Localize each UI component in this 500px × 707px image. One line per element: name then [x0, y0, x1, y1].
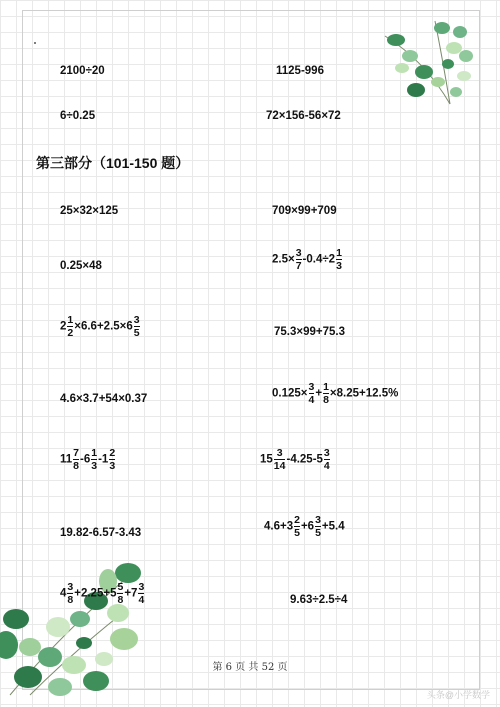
speck [34, 42, 36, 44]
problem-18: 9.63÷2.5÷4 [290, 594, 348, 606]
page-number: 第 6 页 共 52 页 [212, 662, 288, 673]
problem-16: 4.6+3 $\frac{2}{5}$ +6 $\frac{3}{5}$ +5.4 [264, 514, 345, 540]
problem-13: 11 $\frac{7}{8}$ -6 $\frac{1}{3}$ -1 $\frac{2}{3}$ [60, 447, 116, 473]
problem-7: 0.25×48 [60, 260, 102, 272]
problem-3: 6÷0.25 [60, 110, 96, 122]
section-heading: 第三部分（101-150 题） [36, 155, 190, 171]
problem-12: 0.125× $\frac{3}{4}$ + $\frac{1}{8}$ ×8.25+12.5% [272, 381, 399, 407]
problem-1: 2100÷20 [60, 65, 105, 77]
problem-2: 1125-996 [276, 65, 324, 77]
problem-10: 75.3×99+75.3 [274, 326, 345, 338]
problem-11: 4.6×3.7+54×0.37 [60, 393, 148, 405]
watermark: 头条@小学数学 [426, 690, 490, 700]
eucalyptus-decoration-top-icon [380, 16, 480, 108]
problem-9: 2 $\frac{1}{2}$ ×6.6+2.5×6 $\frac{3}{5}$ [60, 314, 140, 340]
problem-6: 709×99+709 [272, 205, 337, 217]
problem-17: 4 $\frac{3}{8}$ +2.25+5 $\frac{5}{8}$ +7 $\frac{3}{4}$ [60, 581, 145, 607]
eucalyptus-decoration-bottom-icon [0, 555, 150, 700]
problem-8: 2.5× $\frac{3}{7}$ -0.4÷2 $\frac{1}{3}$ [272, 247, 342, 273]
problem-5: 25×32×125 [60, 205, 119, 217]
problem-14: 15 $\frac{3}{14}$ -4.25-5 $\frac{3}{4}$ [260, 447, 330, 473]
problem-15: 19.82-6.57-3.43 [60, 527, 142, 539]
problem-4: 72×156-56×72 [266, 110, 341, 122]
